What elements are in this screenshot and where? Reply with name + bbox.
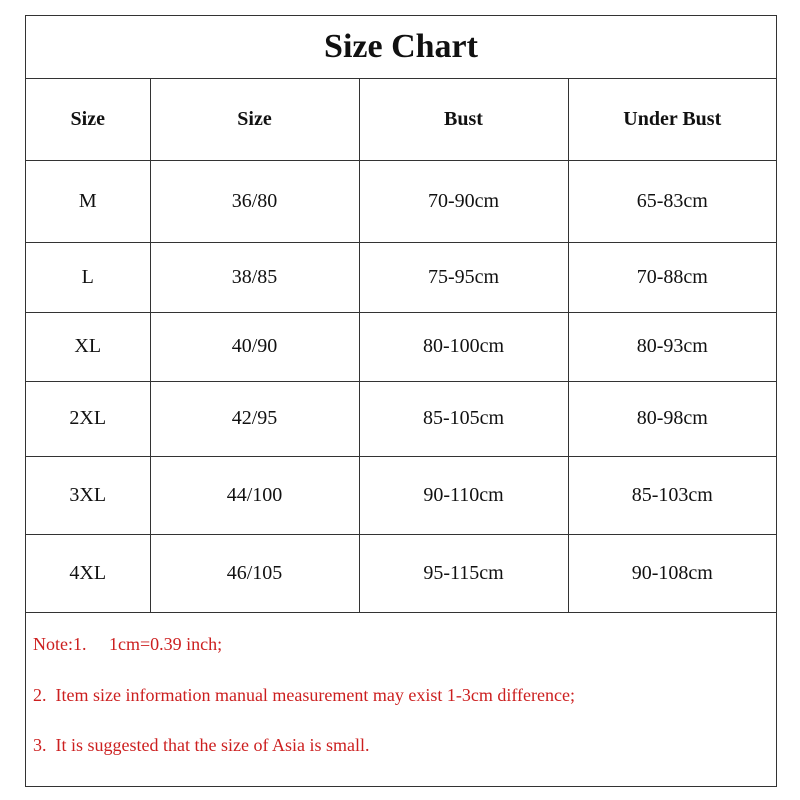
- column-header: Size: [26, 79, 150, 160]
- note-line: 3. It is suggested that the size of Asia is small.: [33, 735, 370, 755]
- table-cell: 44/100: [150, 456, 359, 534]
- table-cell: 75-95cm: [359, 242, 568, 312]
- table-cell: 70-88cm: [568, 242, 776, 312]
- table-cell: 42/95: [150, 381, 359, 456]
- table-cell: M: [26, 160, 150, 242]
- header-row: [26, 79, 776, 160]
- size-chart: [25, 15, 777, 787]
- note-line: 2. Item size information manual measurement may exist 1-3cm difference;: [33, 685, 575, 705]
- table-cell: 95-115cm: [359, 534, 568, 612]
- table-cell: 80-98cm: [568, 381, 776, 456]
- table-cell: 85-103cm: [568, 456, 776, 534]
- table-row: [26, 534, 776, 612]
- table-row: [26, 381, 776, 456]
- column-header: Under Bust: [568, 79, 776, 160]
- column-header: Size: [150, 79, 359, 160]
- table-cell: 3XL: [26, 456, 150, 534]
- table-cell: 65-83cm: [568, 160, 776, 242]
- size-table: [26, 79, 776, 613]
- table-cell: 38/85: [150, 242, 359, 312]
- note-line: Note:1. 1cm=0.39 inch;: [33, 634, 223, 654]
- table-cell: 90-108cm: [568, 534, 776, 612]
- notes-section: [26, 612, 776, 786]
- table-cell: 46/105: [150, 534, 359, 612]
- column-header: Bust: [359, 79, 568, 160]
- table-cell: 4XL: [26, 534, 150, 612]
- table-cell: 2XL: [26, 381, 150, 456]
- table-cell: XL: [26, 312, 150, 381]
- table-row: [26, 160, 776, 242]
- table-row: [26, 242, 776, 312]
- table-row: [26, 312, 776, 381]
- table-cell: 80-93cm: [568, 312, 776, 381]
- table-cell: L: [26, 242, 150, 312]
- table-cell: 40/90: [150, 312, 359, 381]
- chart-title: Size Chart: [26, 16, 776, 79]
- table-cell: 80-100cm: [359, 312, 568, 381]
- table-cell: 85-105cm: [359, 381, 568, 456]
- table-row: [26, 456, 776, 534]
- table-cell: 70-90cm: [359, 160, 568, 242]
- table-cell: 90-110cm: [359, 456, 568, 534]
- table-cell: 36/80: [150, 160, 359, 242]
